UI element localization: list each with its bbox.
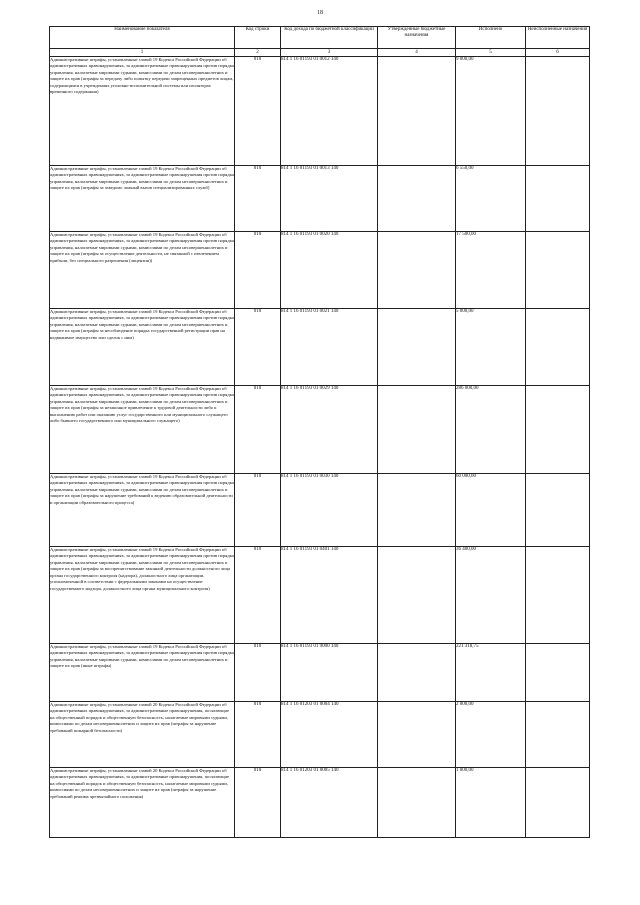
income-classification-code: 814 1 16 01203 01 0005 140 <box>281 768 378 838</box>
column-number: 5 <box>456 49 526 57</box>
income-classification-code: 814 1 16 01193 01 9000 140 <box>281 644 378 702</box>
approved-amount <box>378 309 456 386</box>
unexecuted-amount <box>526 309 590 386</box>
table-row <box>50 57 590 166</box>
indicator-name: Административные штрафы, установленные главой 19 Кодекса Российской Федерации об административных правонарушениях, за административные правонарушения против порядка управления, налагаемые мировыми судьями, комиссиями по делам несовершеннолетних и защите их прав (штрафы за воспрепятствование законной деятельности должностного лица органа государственного контроля (надзора), должностного лица организации, уполномоченной в соответствии с федеральными законами на осуществление государственного надзора, должностного лица органа муниципального контроля) <box>50 547 235 644</box>
table-row <box>50 309 590 386</box>
unexecuted-amount <box>526 57 590 166</box>
executed-amount: 6 550,00 <box>456 166 526 232</box>
income-classification-code: 814 1 16 01193 01 0401 140 <box>281 547 378 644</box>
table-row <box>50 386 590 474</box>
row-code: 010 <box>235 57 281 166</box>
approved-amount <box>378 57 456 166</box>
income-classification-code: 814 1 16 01193 01 0013 140 <box>281 166 378 232</box>
table-row <box>50 702 590 768</box>
executed-amount: 5 000,00 <box>456 309 526 386</box>
row-code: 010 <box>235 232 281 309</box>
row-code: 010 <box>235 386 281 474</box>
income-classification-code: 814 1 16 01193 01 0020 140 <box>281 232 378 309</box>
executed-amount: 36 400,00 <box>456 547 526 644</box>
unexecuted-amount <box>526 547 590 644</box>
executed-amount: 2 000,00 <box>456 702 526 768</box>
header-name: Наименование показателя <box>50 27 235 49</box>
table-row <box>50 232 590 309</box>
approved-amount <box>378 474 456 547</box>
indicator-name: Административные штрафы, установленные главой 19 Кодекса Российской Федерации об административных правонарушениях, за административные правонарушения против порядка управления, налагаемые мировыми судьями, комиссиями по делам несовершеннолетних и защите их прав (иные штрафы) <box>50 644 235 702</box>
approved-amount <box>378 166 456 232</box>
indicator-name: Административные штрафы, установленные главой 20 Кодекса Российской Федерации об административных правонарушениях, за административные правонарушения, посягающие на общественный порядок и общественную безопасность, налагаемые мировыми судьями, комиссиями по делам несовершеннолетних и защите их прав (штрафы за нарушение требований пожарной безопасности) <box>50 702 235 768</box>
unexecuted-amount <box>526 644 590 702</box>
approved-amount <box>378 232 456 309</box>
column-number: 4 <box>378 49 456 57</box>
approved-amount <box>378 386 456 474</box>
unexecuted-amount <box>526 474 590 547</box>
column-number: 2 <box>235 49 281 57</box>
column-number: 3 <box>281 49 378 57</box>
header-approved: Утвержденные бюджетные назначения <box>378 27 456 49</box>
indicator-name: Административные штрафы, установленные главой 19 Кодекса Российской Федерации об административных правонарушениях, за административные правонарушения против порядка управления, налагаемые мировыми судьями, комиссиями по делам несовершеннолетних и защите их прав (штрафы за несоблюдение порядка государственной регистрации прав на недвижимое имущество или сделок с ним) <box>50 309 235 386</box>
approved-amount <box>378 702 456 768</box>
table-row <box>50 547 590 644</box>
indicator-name: Административные штрафы, установленные главой 19 Кодекса Российской Федерации об административных правонарушениях, за административные правонарушения против порядка управления, налагаемые мировыми судьями, комиссиями по делам несовершеннолетних и защите их прав (штрафы за заведомо ложный вызов специализированных служб) <box>50 166 235 232</box>
row-code: 010 <box>235 474 281 547</box>
unexecuted-amount <box>526 166 590 232</box>
header-unexecuted: Неисполненные назначения <box>526 27 590 49</box>
unexecuted-amount <box>526 768 590 838</box>
unexecuted-amount <box>526 386 590 474</box>
indicator-name: Административные штрафы, установленные главой 19 Кодекса Российской Федерации об административных правонарушениях, за административные правонарушения против порядка управления, налагаемые мировыми судьями, комиссиями по делам несовершеннолетних и защите их прав (штрафы за передачу либо попытку передачи запрещенных предметов лицам, содержащимся в учреждениях уголовно-исполнительной системы или изоляторах временного содержания) <box>50 57 235 166</box>
income-classification-code: 814 1 16 01203 01 0004 140 <box>281 702 378 768</box>
executed-amount: 286 000,00 <box>456 386 526 474</box>
row-code: 010 <box>235 702 281 768</box>
executed-amount: 221 318,75 <box>456 644 526 702</box>
column-number: 6 <box>526 49 590 57</box>
table-row <box>50 768 590 838</box>
row-code: 010 <box>235 768 281 838</box>
executed-amount: 9 000,00 <box>456 57 526 166</box>
approved-amount <box>378 768 456 838</box>
income-classification-code: 814 1 16 01193 01 0029 140 <box>281 386 378 474</box>
income-classification-code: 814 1 16 01193 01 0012 140 <box>281 57 378 166</box>
indicator-name: Административные штрафы, установленные главой 19 Кодекса Российской Федерации об административных правонарушениях, за административные правонарушения против порядка управления, налагаемые мировыми судьями, комиссиями по делам несовершеннолетних и защите их прав (штрафы за незаконное привлечение к трудовой деятельности либо к выполнению работ или оказанию услуг государственного или муниципального служащего либо бывшего государственного или муниципального служащего) <box>50 386 235 474</box>
table-row <box>50 644 590 702</box>
unexecuted-amount <box>526 232 590 309</box>
column-number-row <box>50 49 590 57</box>
indicator-name: Административные штрафы, установленные главой 19 Кодекса Российской Федерации об административных правонарушениях, за административные правонарушения против порядка управления, налагаемые мировыми судьями, комиссиями по делам несовершеннолетних и защите их прав (штрафы за нарушение требований к ведению образовательной деятельности и организации образовательного процесса) <box>50 474 235 547</box>
row-code: 010 <box>235 166 281 232</box>
row-code: 010 <box>235 644 281 702</box>
column-number: 1 <box>50 49 235 57</box>
income-classification-code: 814 1 16 01193 01 0030 140 <box>281 474 378 547</box>
report-table <box>49 26 590 838</box>
table-row <box>50 166 590 232</box>
header-row <box>50 27 590 49</box>
approved-amount <box>378 547 456 644</box>
executed-amount: 17 500,00 <box>456 232 526 309</box>
unexecuted-amount <box>526 702 590 768</box>
page-number: 18 <box>317 10 323 16</box>
indicator-name: Административные штрафы, установленные главой 19 Кодекса Российской Федерации об административных правонарушениях, за административные правонарушения против порядка управления, налагаемые мировыми судьями, комиссиями по делам несовершеннолетних и защите их прав (штрафы за осуществление деятельности, не связанной с извлечением прибыли, без специального разрешения (лицензии)) <box>50 232 235 309</box>
indicator-name: Административные штрафы, установленные главой 20 Кодекса Российской Федерации об административных правонарушениях, за административные правонарушения, посягающие на общественный порядок и общественную безопасность, налагаемые мировыми судьями, комиссиями по делам несовершеннолетних и защите их прав (штрафы за нарушение требований режима чрезвычайного положения) <box>50 768 235 838</box>
row-code: 010 <box>235 309 281 386</box>
executed-amount: 1 000,00 <box>456 768 526 838</box>
header-income-code: Код дохода по бюджетной классификации <box>281 27 378 49</box>
income-classification-code: 814 1 16 01193 01 0021 140 <box>281 309 378 386</box>
header-row-code: Код строки <box>235 27 281 49</box>
approved-amount <box>378 644 456 702</box>
row-code: 010 <box>235 547 281 644</box>
executed-amount: 60 000,00 <box>456 474 526 547</box>
header-executed: Исполнено <box>456 27 526 49</box>
table-row <box>50 474 590 547</box>
